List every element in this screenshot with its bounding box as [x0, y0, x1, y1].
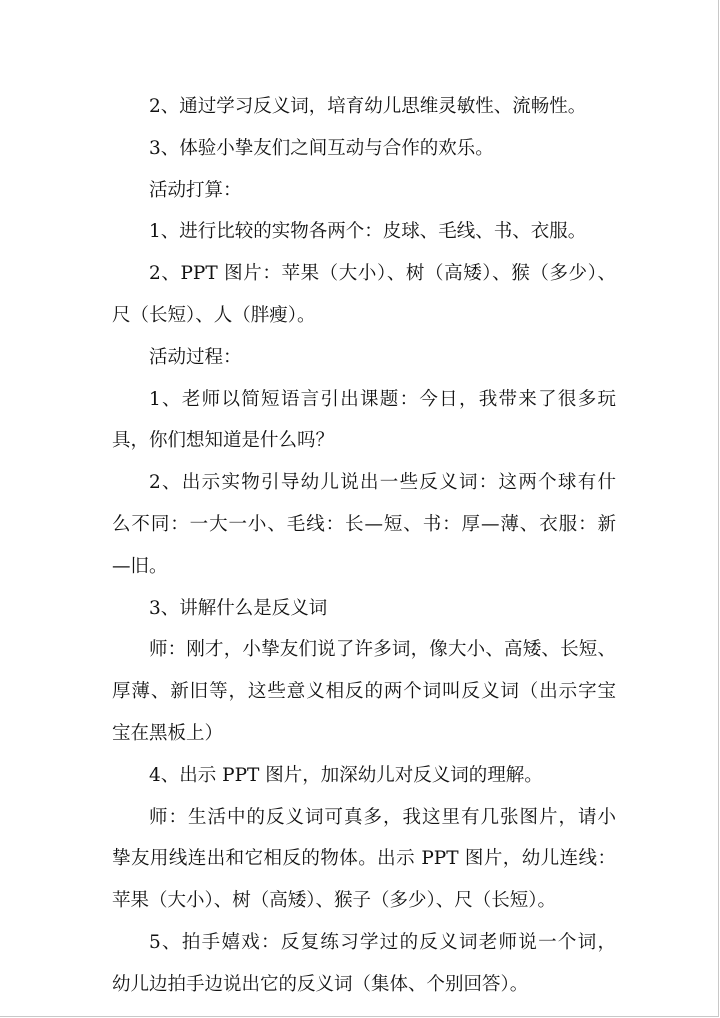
text-line: 活动过程：: [149, 346, 242, 368]
text-line: 3、体验小挚友们之间互动与合作的欢乐。: [149, 137, 494, 159]
text-line: 么不同：一大一小、毛线：长—短、书：厚—薄、衣服：新: [112, 513, 616, 535]
text-line: —旧。: [112, 555, 168, 577]
text-line: 4、出示 PPT 图片，加深幼儿对反义词的理解。: [149, 764, 543, 786]
text-line: 宝在黑板上）: [112, 722, 224, 744]
text-line: 师：刚才，小挚友们说了许多词，像大小、高矮、长短、: [149, 639, 616, 661]
text-line: 厚薄、新旧等，这些意义相反的两个词叫反义词（出示字宝: [112, 681, 616, 703]
text-line: 1、老师以简短语言引出课题：今日，我带来了很多玩: [149, 388, 616, 410]
text-line: 幼儿边拍手边说出它的反义词（集体、个别回答）。: [112, 973, 529, 995]
text-line: 师：生活中的反义词可真多，我这里有几张图片，请小: [149, 806, 616, 828]
text-line: 2、通过学习反义词，培育幼儿思维灵敏性、流畅性。: [149, 96, 587, 117]
text-line: 尺（长短）、人（胖瘦）。: [112, 304, 316, 326]
document-body: [112, 86, 616, 1006]
text-line: 活动打算：: [149, 179, 242, 201]
text-line: 5、拍手嬉戏：反复练习学过的反义词老师说一个词，: [149, 931, 616, 953]
text-line: 1、进行比较的实物各两个：皮球、毛线、书、衣服。: [149, 221, 587, 243]
text-line: 3、讲解什么是反义词: [149, 597, 328, 619]
text-line: 2、PPT 图片：苹果（大小）、树（高矮）、猴（多少）、: [149, 263, 616, 285]
text-line: 2、出示实物引导幼儿说出一些反义词：这两个球有什: [149, 472, 616, 494]
text-line: 苹果（大小）、树（高矮）、猴子（多少）、尺（长短）。: [112, 890, 557, 912]
text-line: 具，你们想知道是什么吗？: [112, 430, 335, 452]
text-line: 挚友用线连出和它相反的物体。出示 PPT 图片，幼儿连线：: [112, 848, 616, 870]
